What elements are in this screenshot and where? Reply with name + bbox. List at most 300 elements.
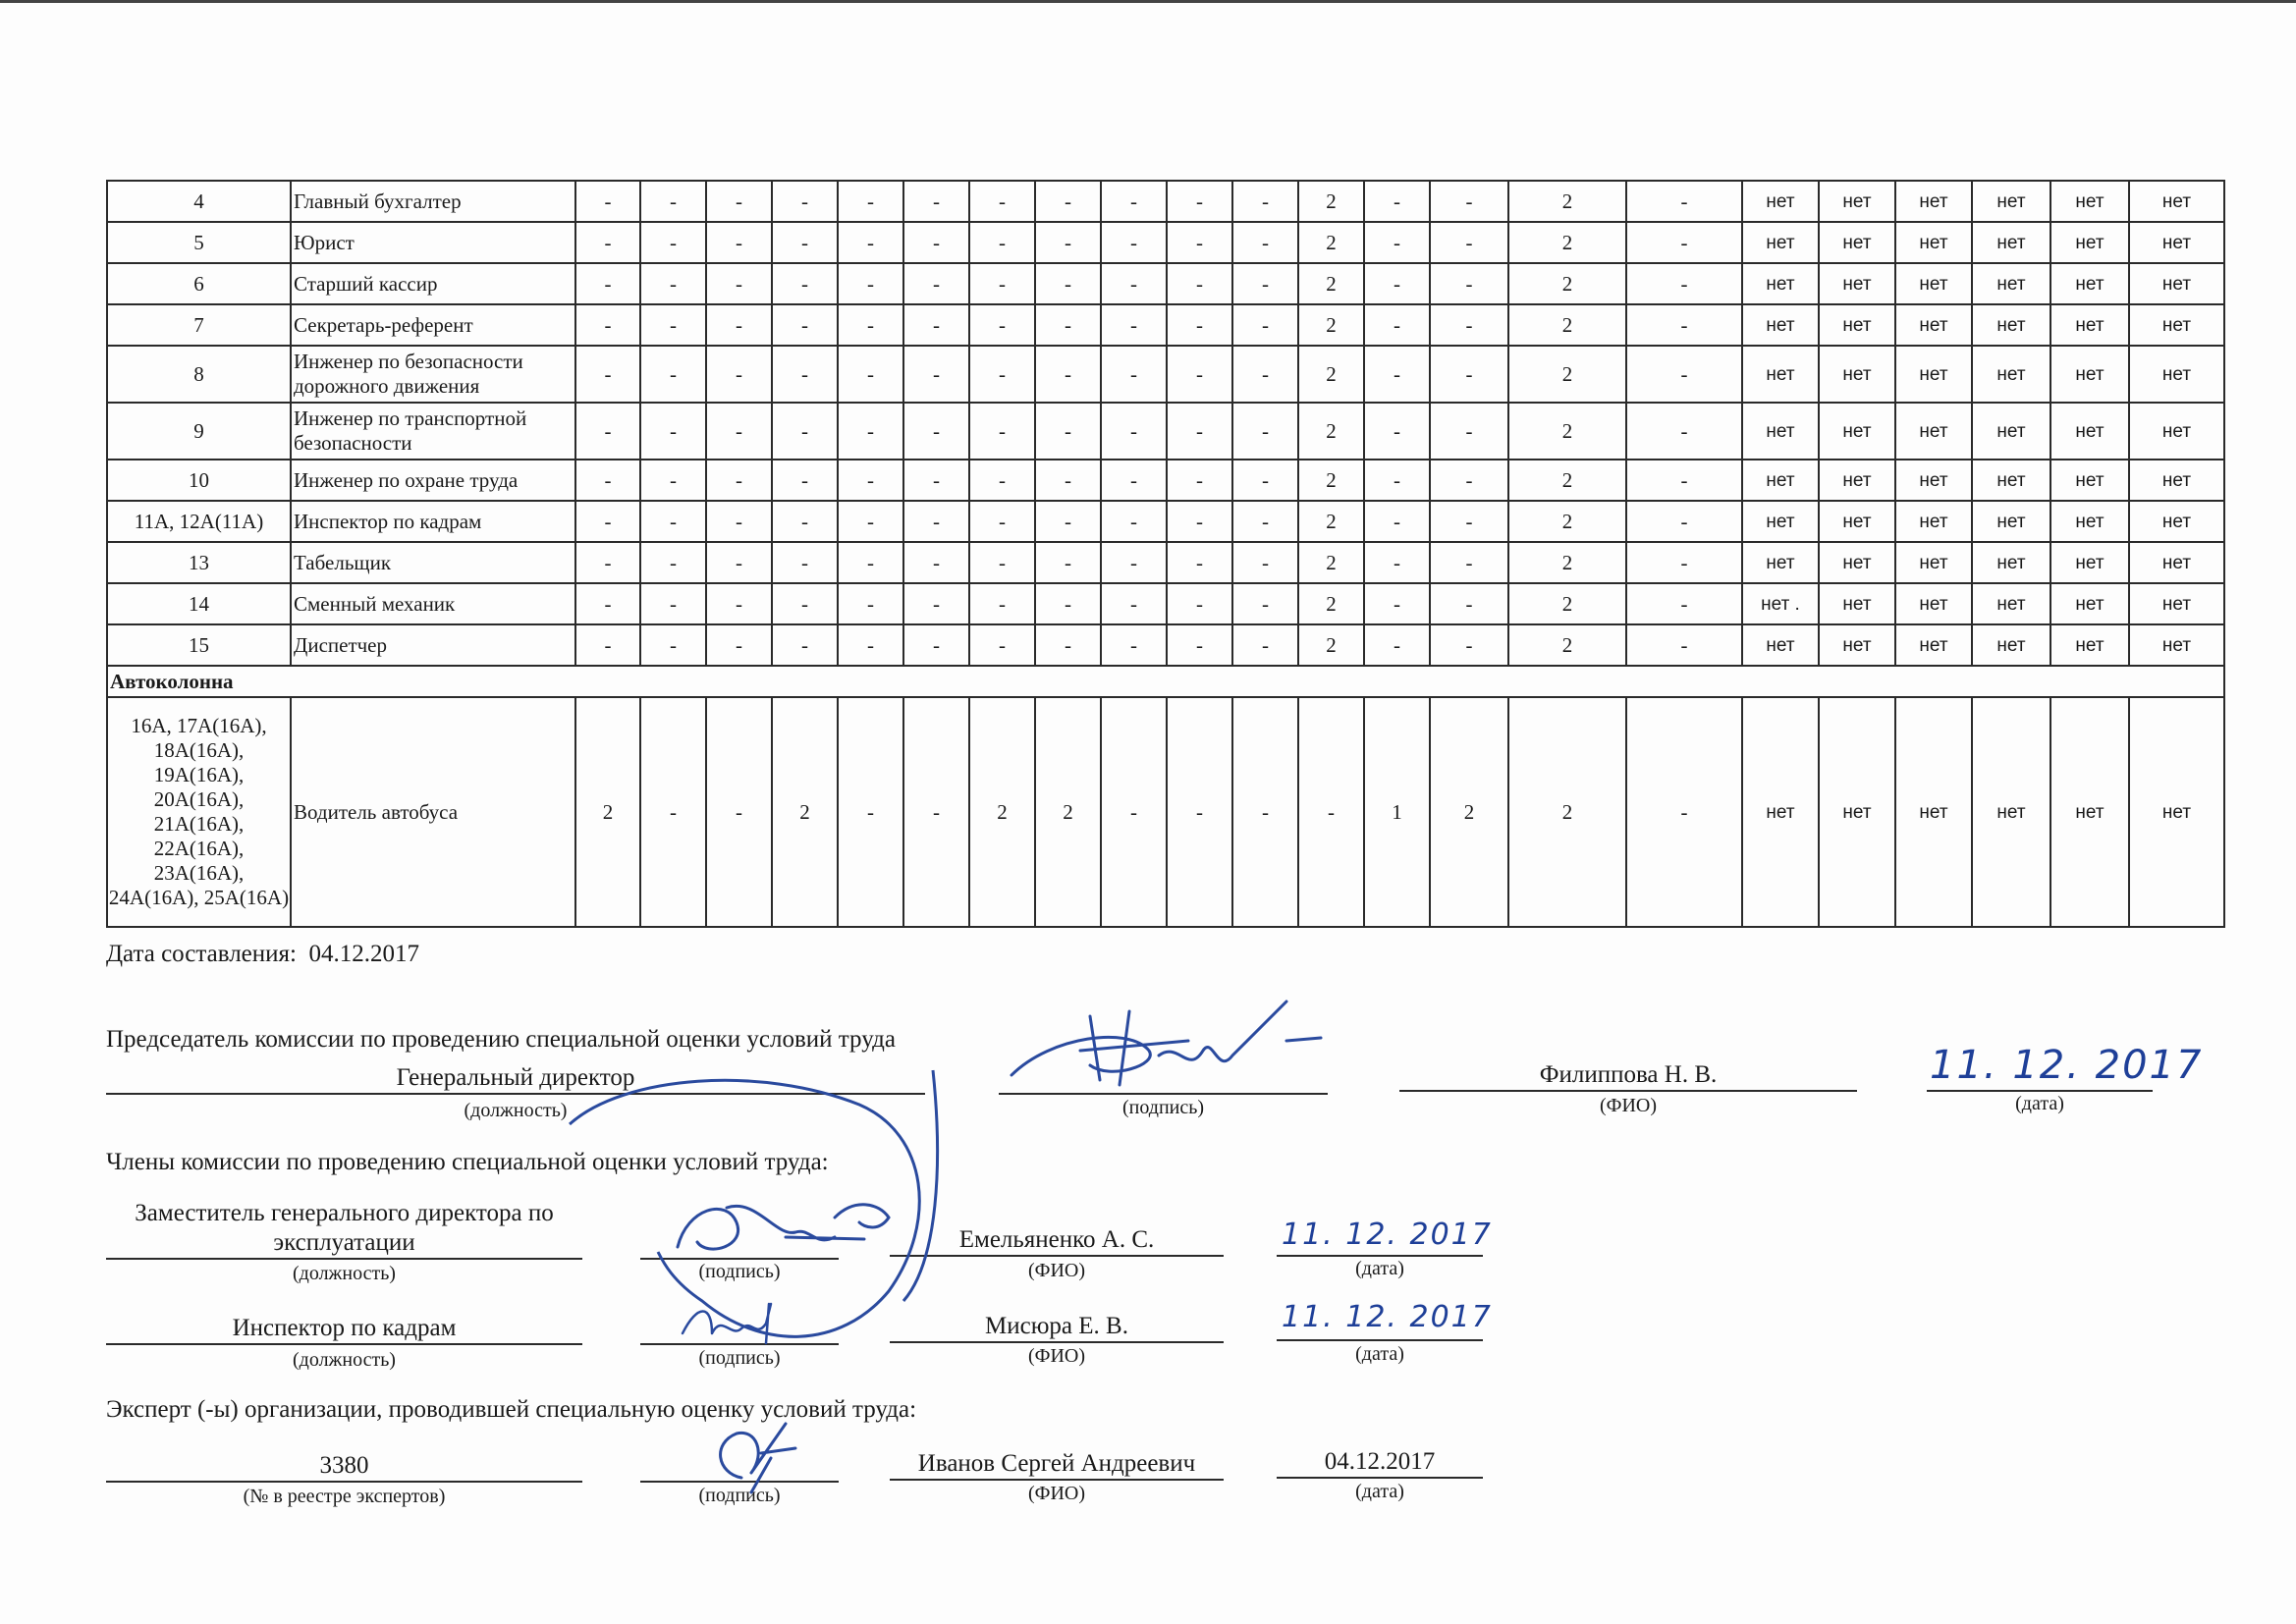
table-cell: -	[903, 403, 969, 460]
table-cell: -	[772, 222, 838, 263]
table-cell: -	[838, 542, 903, 583]
table-cell: нет	[1742, 346, 1819, 403]
table-cell: нет	[1972, 263, 2050, 304]
job-title: Юрист	[291, 222, 575, 263]
row-number: 15	[107, 624, 291, 666]
table-cell: 2	[1508, 697, 1626, 927]
table-cell: -	[1626, 501, 1742, 542]
table-cell: нет	[1742, 501, 1819, 542]
table-cell: нет	[2129, 346, 2224, 403]
table-cell: нет	[1895, 403, 1972, 460]
table-cell: -	[772, 501, 838, 542]
table-cell: нет	[2050, 304, 2129, 346]
table-cell: нет	[1972, 181, 2050, 222]
row-number: 4	[107, 181, 291, 222]
table-cell: -	[1364, 346, 1430, 403]
table-cell: -	[903, 304, 969, 346]
job-title: Диспетчер	[291, 624, 575, 666]
table-cell: -	[1167, 346, 1232, 403]
table-cell: -	[1626, 403, 1742, 460]
chairman-signature	[992, 997, 1365, 1095]
table-cell: -	[838, 222, 903, 263]
table-cell: -	[1101, 583, 1167, 624]
job-title: Инженер по безопасности дорожного движения	[291, 346, 575, 403]
table-cell: 2	[575, 697, 640, 927]
table-cell: -	[575, 181, 640, 222]
table-cell: -	[1232, 583, 1298, 624]
table-cell: нет	[1972, 460, 2050, 501]
table-row	[107, 222, 2224, 263]
member1-signature-caption: (подпись)	[698, 1261, 781, 1282]
table-cell: 2	[1298, 181, 1364, 222]
table-cell: нет	[1819, 542, 1895, 583]
table-cell: -	[1364, 222, 1430, 263]
table-cell: -	[903, 222, 969, 263]
table-cell: нет	[1742, 304, 1819, 346]
row-number: 8	[107, 346, 291, 403]
table-cell: нет	[1819, 346, 1895, 403]
table-cell: -	[575, 304, 640, 346]
table-cell: -	[1167, 304, 1232, 346]
table-cell: -	[772, 460, 838, 501]
table-cell: -	[1035, 542, 1101, 583]
table-cell: -	[1035, 181, 1101, 222]
table-cell: -	[838, 624, 903, 666]
table-cell: нет	[1972, 403, 2050, 460]
job-title: Секретарь-референт	[291, 304, 575, 346]
table-cell: -	[1232, 624, 1298, 666]
member1-fio: Емельяненко А. С.	[890, 1225, 1224, 1257]
table-cell: нет	[1742, 460, 1819, 501]
table-cell: -	[1430, 624, 1508, 666]
table-cell: нет	[1895, 304, 1972, 346]
table-cell: -	[706, 501, 772, 542]
table-row	[107, 304, 2224, 346]
table-cell: -	[640, 542, 706, 583]
member1-signature	[668, 1178, 903, 1276]
row-number: 7	[107, 304, 291, 346]
table-cell: -	[1626, 542, 1742, 583]
table-cell: -	[706, 346, 772, 403]
member1-fio-caption: (ФИО)	[1027, 1260, 1085, 1281]
table-cell: нет	[1895, 460, 1972, 501]
table-cell: нет	[1819, 403, 1895, 460]
member2-signature-caption: (подпись)	[698, 1347, 781, 1369]
expert-date: 04.12.2017	[1277, 1447, 1483, 1479]
table-cell: -	[969, 263, 1035, 304]
table-cell: нет	[2129, 542, 2224, 583]
table-cell: -	[1167, 501, 1232, 542]
table-cell: -	[1430, 501, 1508, 542]
table-cell: -	[575, 346, 640, 403]
table-cell: -	[1101, 263, 1167, 304]
table-cell: -	[969, 346, 1035, 403]
member2-date-caption: (дата)	[1355, 1343, 1404, 1365]
table-cell: -	[772, 346, 838, 403]
expert-registry-number: 3380	[106, 1451, 582, 1483]
table-cell: -	[640, 263, 706, 304]
member2-position: Инспектор по кадрам	[106, 1314, 582, 1345]
table-cell: -	[903, 460, 969, 501]
table-cell: -	[1167, 181, 1232, 222]
row-number: 11А, 12А(11А)	[107, 501, 291, 542]
expert-signature	[702, 1419, 810, 1497]
table-cell: -	[706, 583, 772, 624]
table-cell: нет	[1819, 624, 1895, 666]
table-cell: -	[1232, 697, 1298, 927]
table-cell: 2	[1508, 583, 1626, 624]
table-cell: -	[1364, 542, 1430, 583]
table-cell: -	[640, 181, 706, 222]
table-cell: нет	[1895, 624, 1972, 666]
table-row	[107, 346, 2224, 403]
table-cell: нет	[2129, 697, 2224, 927]
table-cell: нет	[2050, 624, 2129, 666]
table-cell: -	[1626, 181, 1742, 222]
table-cell: -	[838, 263, 903, 304]
table-cell: -	[838, 697, 903, 927]
table-cell: 2	[969, 697, 1035, 927]
section-title: Автоколонна	[107, 666, 2224, 697]
table-cell: -	[1626, 697, 1742, 927]
table-cell: -	[1626, 346, 1742, 403]
table-cell: нет	[2129, 222, 2224, 263]
job-title: Табельщик	[291, 542, 575, 583]
table-cell: -	[1035, 624, 1101, 666]
expert-registry-caption: (№ в реестре экспертов)	[243, 1486, 446, 1507]
table-cell: -	[903, 624, 969, 666]
member2-position-caption: (должность)	[293, 1349, 396, 1371]
table-cell: -	[706, 624, 772, 666]
chairman-signature-caption: (подпись)	[1121, 1097, 1205, 1118]
table-cell: нет	[1972, 501, 2050, 542]
table-cell: -	[1626, 624, 1742, 666]
table-cell: -	[969, 542, 1035, 583]
date-label: Дата составления:	[106, 941, 297, 967]
table-cell: -	[969, 304, 1035, 346]
job-title: Инспектор по кадрам	[291, 501, 575, 542]
table-cell: -	[903, 697, 969, 927]
table-cell: -	[1364, 263, 1430, 304]
table-cell: нет	[1742, 697, 1819, 927]
table-cell: 2	[1508, 263, 1626, 304]
table-cell: -	[969, 181, 1035, 222]
table-cell: -	[969, 460, 1035, 501]
table-cell: нет	[2129, 583, 2224, 624]
table-cell: 2	[1508, 501, 1626, 542]
job-title: Инженер по охране труда	[291, 460, 575, 501]
table-cell: нет	[1895, 697, 1972, 927]
table-cell: нет	[2050, 697, 2129, 927]
table-cell: -	[772, 304, 838, 346]
table-cell: 2	[1298, 403, 1364, 460]
table-cell: нет	[1972, 542, 2050, 583]
table-cell: -	[640, 624, 706, 666]
table-cell: нет	[1742, 542, 1819, 583]
table-cell: -	[1232, 304, 1298, 346]
table-cell: нет	[2050, 222, 2129, 263]
table-row	[107, 263, 2224, 304]
member1-position-caption: (должность)	[293, 1263, 396, 1284]
table-cell: -	[1626, 460, 1742, 501]
table-cell: нет	[2050, 583, 2129, 624]
table-cell: нет	[2129, 304, 2224, 346]
table-cell: нет	[1819, 304, 1895, 346]
member2-date-handwritten: 11. 12. 2017	[1282, 1300, 1493, 1334]
member1-position-line1: Заместитель генерального директора по	[135, 1200, 554, 1226]
table-cell: нет	[1742, 222, 1819, 263]
table-cell: -	[772, 263, 838, 304]
table-cell: нет	[2129, 501, 2224, 542]
table-cell: 2	[1508, 181, 1626, 222]
table-cell: 2	[1298, 222, 1364, 263]
row-number: 16А, 17А(16А), 18А(16А), 19А(16А), 20А(16А), 21А(16А), 22А(16А), 23А(16А), 24А(16А), 25А(16А)	[107, 697, 291, 927]
table-cell: нет	[2050, 181, 2129, 222]
table-cell: 2	[1298, 583, 1364, 624]
table-cell: 2	[1508, 624, 1626, 666]
table-cell: -	[1626, 583, 1742, 624]
table-cell: -	[706, 263, 772, 304]
table-cell: -	[1364, 460, 1430, 501]
table-cell: -	[903, 501, 969, 542]
table-cell: нет	[1742, 263, 1819, 304]
table-cell: -	[838, 304, 903, 346]
table-cell: -	[1101, 501, 1167, 542]
table-row	[107, 403, 2224, 460]
table-cell: -	[1035, 460, 1101, 501]
chairman-fio-caption: (ФИО)	[1599, 1095, 1657, 1116]
table-cell: -	[640, 403, 706, 460]
table-cell: нет	[2129, 403, 2224, 460]
table-cell: нет	[2129, 624, 2224, 666]
expert-date-caption: (дата)	[1355, 1481, 1404, 1502]
table-cell: нет	[1819, 501, 1895, 542]
assessment-table	[106, 180, 2225, 928]
table-cell: -	[1232, 542, 1298, 583]
table-cell: нет	[2050, 460, 2129, 501]
table-cell: -	[575, 624, 640, 666]
table-cell: -	[1035, 403, 1101, 460]
table-cell: 2	[1508, 542, 1626, 583]
table-cell: нет	[1819, 263, 1895, 304]
table-cell: нет	[1819, 583, 1895, 624]
job-title: Главный бухгалтер	[291, 181, 575, 222]
table-cell: 2	[1298, 624, 1364, 666]
table-cell: -	[640, 460, 706, 501]
row-number: 14	[107, 583, 291, 624]
table-cell: -	[1430, 304, 1508, 346]
expert-label: Эксперт (-ы) организации, проводившей специальную оценку условий труда:	[106, 1396, 917, 1423]
table-cell: -	[1167, 583, 1232, 624]
table-cell: -	[838, 583, 903, 624]
table-cell: -	[1035, 583, 1101, 624]
table-cell: -	[575, 542, 640, 583]
table-cell: -	[1364, 583, 1430, 624]
table-cell: нет	[1895, 542, 1972, 583]
row-number: 10	[107, 460, 291, 501]
table-cell: -	[575, 222, 640, 263]
table-cell: -	[1430, 222, 1508, 263]
expert-fio: Иванов Сергей Андреевич	[890, 1449, 1224, 1481]
table-cell: -	[772, 624, 838, 666]
table-cell: -	[838, 403, 903, 460]
table-cell: нет	[1819, 697, 1895, 927]
table-cell: 2	[1298, 542, 1364, 583]
table-cell: -	[1035, 222, 1101, 263]
table-cell: -	[1035, 263, 1101, 304]
table-cell: -	[1626, 222, 1742, 263]
table-cell: -	[1626, 263, 1742, 304]
table-cell: -	[1626, 304, 1742, 346]
date-compiled	[106, 941, 419, 968]
table-cell: -	[838, 181, 903, 222]
table-cell: -	[1364, 304, 1430, 346]
job-title: Инженер по транспортной безопасности	[291, 403, 575, 460]
table-row	[107, 181, 2224, 222]
table-cell: 2	[1508, 222, 1626, 263]
table-cell: -	[640, 501, 706, 542]
chairman-position: Генеральный директор	[106, 1063, 925, 1095]
table-cell: нет	[1972, 222, 2050, 263]
table-cell: -	[969, 583, 1035, 624]
chairman-fio: Филиппова Н. В.	[1399, 1060, 1857, 1092]
table-cell: -	[1167, 460, 1232, 501]
table-cell: -	[1101, 697, 1167, 927]
table-cell: -	[1232, 460, 1298, 501]
table-cell: нет	[1972, 346, 2050, 403]
table-cell: -	[1101, 181, 1167, 222]
table-cell: 2	[1508, 304, 1626, 346]
table-cell: -	[640, 697, 706, 927]
table-cell: нет	[1819, 460, 1895, 501]
table-cell: -	[969, 403, 1035, 460]
table-cell: -	[1232, 181, 1298, 222]
table-cell: нет	[1895, 181, 1972, 222]
table-cell: 2	[1298, 304, 1364, 346]
table-cell: -	[1430, 542, 1508, 583]
table-cell: -	[838, 460, 903, 501]
table-cell: -	[1101, 304, 1167, 346]
table-cell: нет	[1895, 263, 1972, 304]
table-cell: -	[575, 263, 640, 304]
table-cell: нет	[2050, 542, 2129, 583]
section-row	[107, 666, 2224, 697]
job-title: Водитель автобуса	[291, 697, 575, 927]
table-cell: -	[1035, 304, 1101, 346]
table-cell: -	[969, 624, 1035, 666]
table-cell: 2	[1298, 263, 1364, 304]
table-cell: нет	[2129, 263, 2224, 304]
table-cell: -	[706, 460, 772, 501]
table-cell: -	[1167, 222, 1232, 263]
table-cell: -	[1430, 181, 1508, 222]
table-cell: -	[903, 346, 969, 403]
chairman-date-caption: (дата)	[2015, 1093, 2064, 1114]
table-cell: нет	[1742, 624, 1819, 666]
table-cell: -	[575, 501, 640, 542]
table-cell: нет	[1819, 181, 1895, 222]
table-cell: -	[903, 181, 969, 222]
chairman-date-handwritten: 11. 12. 2017	[1930, 1043, 2204, 1088]
table-cell: 2	[1035, 697, 1101, 927]
table-cell: нет	[1742, 181, 1819, 222]
member1-position-line2: эксплуатации	[106, 1228, 582, 1260]
table-cell: -	[903, 583, 969, 624]
table-cell: нет	[1972, 697, 2050, 927]
table-cell: -	[903, 542, 969, 583]
table-cell: -	[1430, 460, 1508, 501]
table-cell: -	[706, 542, 772, 583]
table-cell: -	[969, 222, 1035, 263]
table-cell: 2	[1298, 460, 1364, 501]
table-cell: -	[1101, 222, 1167, 263]
table-cell: -	[1232, 222, 1298, 263]
table-cell: 2	[1430, 697, 1508, 927]
chairman-position-caption: (должность)	[464, 1100, 568, 1121]
table-row	[107, 697, 2224, 927]
table-row	[107, 460, 2224, 501]
table-cell: -	[1430, 583, 1508, 624]
table-cell: 2	[1508, 460, 1626, 501]
chairman-label: Председатель комиссии по проведению специальной оценки условий труда	[106, 1026, 896, 1053]
table-cell: -	[772, 542, 838, 583]
table-cell: -	[640, 222, 706, 263]
table-cell: нет	[2129, 460, 2224, 501]
table-cell: -	[640, 346, 706, 403]
table-cell: -	[1364, 403, 1430, 460]
table-cell: -	[1232, 263, 1298, 304]
row-number: 5	[107, 222, 291, 263]
member2-fio-caption: (ФИО)	[1027, 1345, 1085, 1367]
table-cell: -	[1430, 403, 1508, 460]
member1-date-caption: (дата)	[1355, 1258, 1404, 1279]
table-cell: -	[706, 304, 772, 346]
table-cell: 2	[1298, 501, 1364, 542]
table-cell: нет	[1972, 624, 2050, 666]
table-cell: -	[1364, 501, 1430, 542]
table-cell: -	[1167, 263, 1232, 304]
table-cell: -	[903, 263, 969, 304]
member1-date-handwritten: 11. 12. 2017	[1282, 1218, 1493, 1252]
table-cell: -	[1035, 346, 1101, 403]
table-cell: -	[772, 403, 838, 460]
table-cell: -	[1364, 624, 1430, 666]
table-cell: нет	[1895, 501, 1972, 542]
table-cell: -	[1232, 346, 1298, 403]
table-cell: нет	[2050, 403, 2129, 460]
table-cell: нет	[1819, 222, 1895, 263]
table-cell: -	[772, 181, 838, 222]
table-cell: -	[640, 304, 706, 346]
table-cell: 2	[772, 697, 838, 927]
table-row	[107, 583, 2224, 624]
row-number: 9	[107, 403, 291, 460]
member2-fio: Мисюра Е. В.	[890, 1312, 1224, 1343]
row-number: 13	[107, 542, 291, 583]
table-cell: 2	[1298, 346, 1364, 403]
table-cell: нет	[1742, 403, 1819, 460]
table-cell: -	[1232, 501, 1298, 542]
table-cell: нет	[1972, 304, 2050, 346]
table-row	[107, 624, 2224, 666]
table-cell: -	[1101, 346, 1167, 403]
table-cell: -	[969, 501, 1035, 542]
table-cell: нет	[1895, 222, 1972, 263]
job-title: Старший кассир	[291, 263, 575, 304]
table-cell: -	[1167, 403, 1232, 460]
table-cell: -	[1430, 346, 1508, 403]
table-row	[107, 501, 2224, 542]
